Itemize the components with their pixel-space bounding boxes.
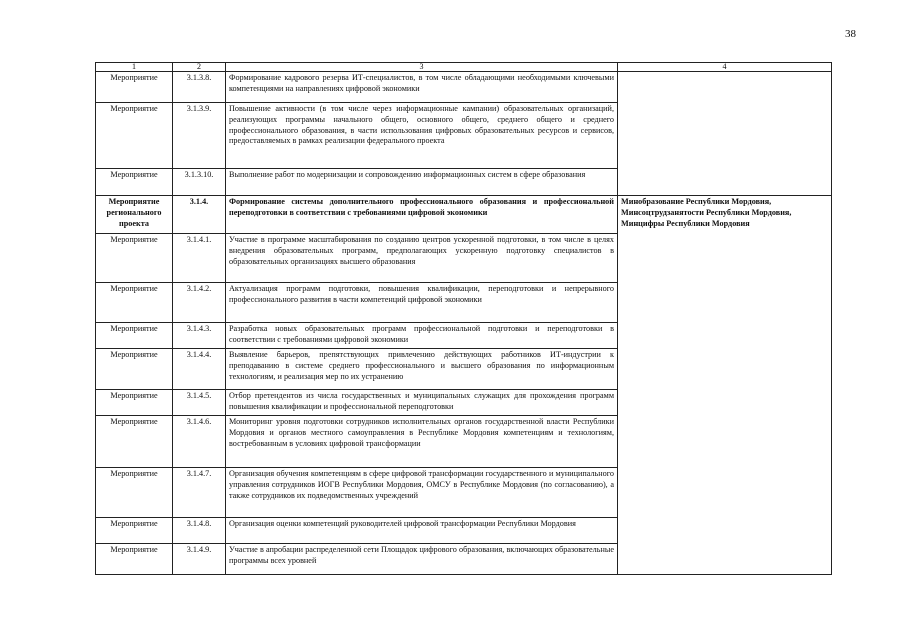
row-number: 3.1.4.1. [173, 234, 226, 283]
row-number: 3.1.3.9. [173, 103, 226, 169]
column-header: 4 [618, 63, 832, 72]
row-description: Формирование системы дополнительного профессионального образования и профессиональной переподготовки в соответствии с требованиями цифровой экономики [226, 196, 618, 234]
row-number: 3.1.4. [173, 196, 226, 234]
row-description: Отбор претендентов из числа государственных и муниципальных служащих для прохождения программ повышения квалификации и профессиональной переподготовки [226, 390, 618, 416]
column-header: 2 [173, 63, 226, 72]
row-number: 3.1.4.6. [173, 416, 226, 468]
row-description: Выявление барьеров, препятствующих привлечению действующих работников ИТ-индустрии к преподаванию в системе среднего профессионального и высшего образования по информационным технологиям, и реализация мер по их устранению [226, 349, 618, 390]
row-type: Мероприятие [96, 416, 173, 468]
row-number: 3.1.4.5. [173, 390, 226, 416]
row-type: Мероприятие [96, 169, 173, 196]
row-number: 3.1.3.8. [173, 72, 226, 103]
row-type: Мероприятие [96, 349, 173, 390]
row-type: Мероприятие [96, 234, 173, 283]
column-header: 1 [96, 63, 173, 72]
column-header: 3 [226, 63, 618, 72]
row-description: Участие в апробации распределенной сети Площадок цифрового образования, включающих образовательные программы всех уровней [226, 544, 618, 575]
row-responsible [618, 72, 832, 196]
row-description: Мониторинг уровня подготовки сотрудников исполнительных органов государственной власти Республики Мордовия и органов местного самоуправления в Республике Мордовия компетенциям и технологиям, востребованным в условиях цифровой трансформации [226, 416, 618, 468]
row-number: 3.1.4.2. [173, 283, 226, 323]
row-number: 3.1.3.10. [173, 169, 226, 196]
row-number: 3.1.4.9. [173, 544, 226, 575]
table-row [96, 72, 832, 103]
measures-table [95, 62, 832, 575]
row-type: Мероприятие [96, 390, 173, 416]
row-number: 3.1.4.3. [173, 323, 226, 349]
row-description: Выполнение работ по модернизации и сопровождению информационных систем в сфере образования [226, 169, 618, 196]
row-number: 3.1.4.4. [173, 349, 226, 390]
row-description: Актуализация программ подготовки, повышения квалификации, переподготовки и непрерывного профессионального развития в части компетенций цифровой экономики [226, 283, 618, 323]
row-type: Мероприятие регионального проекта [96, 196, 173, 234]
row-type: Мероприятие [96, 544, 173, 575]
row-type: Мероприятие [96, 103, 173, 169]
row-number: 3.1.4.8. [173, 518, 226, 544]
row-type: Мероприятие [96, 468, 173, 518]
row-type: Мероприятие [96, 323, 173, 349]
row-description: Формирование кадрового резерва ИТ-специалистов, в том числе обладающими необходимыми ключевыми компетенциями на направлениях цифровой экономики [226, 72, 618, 103]
row-number: 3.1.4.7. [173, 468, 226, 518]
row-description: Разработка новых образовательных программ профессиональной подготовки и переподготовки в соответствии с требованиями цифровой экономики [226, 323, 618, 349]
row-description: Организация оценки компетенций руководителей цифровой трансформации Республики Мордовия [226, 518, 618, 544]
row-description: Организация обучения компетенциям в сфере цифровой трансформации государственного и муниципального управления сотрудников ИОГВ Республики Мордовия, ОМСУ в Республике Мордовия (по согласованию), а также сотрудников их подведомственных учреждений [226, 468, 618, 518]
row-type: Мероприятие [96, 518, 173, 544]
row-description: Повышение активности (в том числе через информационные кампании) образовательных организаций, реализующих программы начального общего, основного общего, среднего общего и среднего профессионального образования, в части использования цифровых образовательных ресурсов и сервисов, предоставляемых в рамках реализации федерального проекта [226, 103, 618, 169]
header-row [96, 63, 832, 72]
page-number: 38 [845, 28, 856, 40]
row-description: Участие в программе масштабирования по созданию центров ускоренной подготовки, в том числе в целях внедрения образовательных программ, предполагающих ускоренную подготовку специалистов в образовательных организациях высшего образования [226, 234, 618, 283]
table-row-regional-project [96, 196, 832, 234]
row-type: Мероприятие [96, 283, 173, 323]
row-type: Мероприятие [96, 72, 173, 103]
row-responsible: Минобразование Республики Мордовия, Минсоцтрудзанятости Республики Мордовия, Минцифры Республики Мордовия [618, 196, 832, 575]
